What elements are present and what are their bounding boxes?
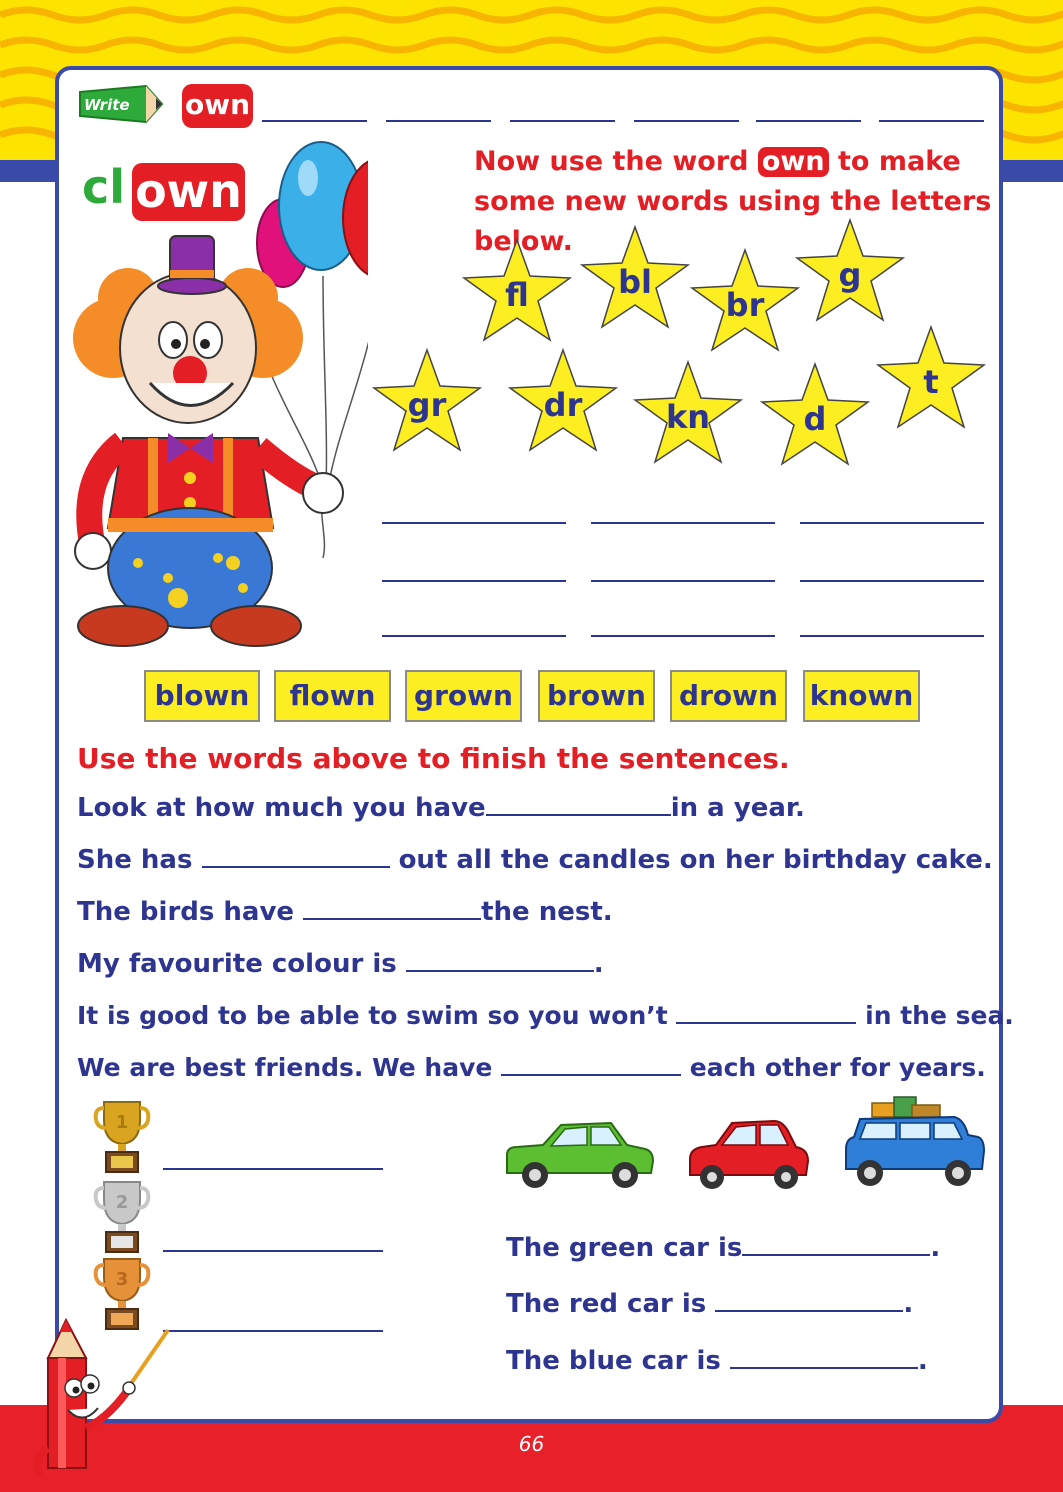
sentence-text-after: .: [593, 949, 604, 979]
sentence-text-before: She has: [77, 845, 202, 875]
instructions-part2: to make some new words using the letters below.: [474, 146, 992, 257]
car-blank[interactable]: [715, 1286, 903, 1312]
example-suffix: own: [132, 163, 245, 221]
answer-line[interactable]: [800, 635, 984, 637]
sentence-6: [77, 1050, 986, 1082]
write-line-6[interactable]: [879, 120, 984, 122]
clown-with-balloons-illustration: [68, 108, 368, 658]
star-label: d: [803, 400, 827, 438]
car-text-before: The blue car is: [506, 1346, 730, 1376]
sentence-1: [77, 790, 805, 823]
write-line-3[interactable]: [510, 120, 615, 122]
word-bank-flown: flown: [274, 670, 391, 722]
red-car-icon: [686, 1115, 812, 1193]
star-label: bl: [618, 263, 652, 301]
sentence-5: [77, 998, 1014, 1030]
green-car-icon: [503, 1115, 655, 1193]
instructions-own-chip: own: [758, 147, 829, 177]
trophy-rank: 2: [115, 1192, 129, 1213]
word-bank-grown: grown: [405, 670, 522, 722]
star-label: fl: [505, 276, 529, 314]
trophy-answer-line-3[interactable]: [163, 1330, 383, 1332]
answer-line[interactable]: [382, 580, 566, 582]
instructions-part1: Now use the word: [474, 146, 758, 177]
star-label: t: [923, 363, 939, 401]
sentence-4: [77, 946, 604, 979]
sentence-text-after: out all the candles on her birthday cake.: [389, 845, 993, 875]
star-label: br: [725, 286, 765, 324]
star-letters-kn: [633, 360, 743, 465]
write-line-4[interactable]: [634, 120, 739, 122]
gold-trophy-icon: [92, 1098, 152, 1176]
star-label: gr: [407, 386, 447, 424]
trophy-answer-line-1[interactable]: [163, 1168, 383, 1170]
star-label: g: [838, 256, 862, 294]
page-number: 66: [518, 1432, 545, 1456]
car-text-before: The green car is: [506, 1233, 743, 1263]
pencil-mascot-illustration: [28, 1318, 178, 1488]
sentence-text-after: each other for years.: [681, 1053, 986, 1082]
car-blank[interactable]: [742, 1230, 930, 1256]
answer-line[interactable]: [591, 635, 775, 637]
answer-line[interactable]: [591, 522, 775, 524]
word-bank-drown: drown: [670, 670, 787, 722]
sentence-text-before: We are best friends. We have: [77, 1053, 502, 1082]
car-sentence-green: [506, 1230, 940, 1263]
sentence-blank[interactable]: [202, 842, 390, 868]
star-letters-g: [795, 218, 905, 323]
star-letters-gr: [372, 348, 482, 453]
car-text-before: The red car is: [506, 1289, 716, 1319]
sentence-text-after: the nest.: [481, 897, 613, 927]
car-text-after: .: [917, 1346, 928, 1376]
star-letters-fl: [462, 238, 572, 343]
write-label: Write: [84, 96, 130, 114]
sentence-blank[interactable]: [303, 894, 481, 920]
sentence-text-before: Look at how much you have: [77, 793, 486, 823]
word-bank-known: known: [803, 670, 920, 722]
sentence-text-before: The birds have: [77, 897, 304, 927]
write-line-2[interactable]: [386, 120, 491, 122]
answer-line[interactable]: [800, 580, 984, 582]
sentence-blank[interactable]: [676, 998, 856, 1024]
blue-car-icon: [842, 1095, 986, 1193]
trophy-rank: 1: [115, 1112, 129, 1133]
answer-line[interactable]: [591, 580, 775, 582]
star-letters-d: [760, 362, 870, 467]
car-text-after: .: [903, 1289, 914, 1319]
star-letters-bl: [580, 225, 690, 330]
word-bank-blown: blown: [144, 670, 260, 722]
car-text-after: .: [930, 1233, 941, 1263]
car-sentence-blue: [506, 1343, 928, 1376]
sentence-text-after: in a year.: [670, 793, 805, 823]
trophy-answer-line-2[interactable]: [163, 1250, 383, 1252]
sentences-heading: Use the words above to finish the sentences.: [77, 742, 790, 775]
sentence-2: [77, 842, 993, 875]
example-prefix: cl: [82, 160, 126, 214]
sentence-blank[interactable]: [501, 1050, 681, 1076]
sentence-text-before: It is good to be able to swim so you won’t: [77, 1001, 677, 1030]
star-letters-br: [690, 248, 800, 353]
star-letters-dr: [508, 348, 618, 453]
write-line-5[interactable]: [756, 120, 861, 122]
sentence-text-before: My favourite colour is: [77, 949, 406, 979]
star-label: dr: [543, 386, 583, 424]
sentence-blank[interactable]: [486, 790, 671, 816]
star-letters-t: [876, 325, 986, 430]
car-blank[interactable]: [730, 1343, 918, 1369]
answer-line[interactable]: [382, 635, 566, 637]
star-label: kn: [665, 398, 711, 436]
word-bank-brown: brown: [538, 670, 655, 722]
own-chip: own: [182, 84, 253, 128]
answer-line[interactable]: [800, 522, 984, 524]
sentence-3: [77, 894, 613, 927]
sentence-blank[interactable]: [406, 946, 594, 972]
answer-line[interactable]: [382, 522, 566, 524]
silver-trophy-icon: [92, 1178, 152, 1256]
car-sentence-red: [506, 1286, 913, 1319]
sentence-text-after: in the sea.: [856, 1001, 1014, 1030]
trophy-rank: 3: [115, 1269, 129, 1290]
